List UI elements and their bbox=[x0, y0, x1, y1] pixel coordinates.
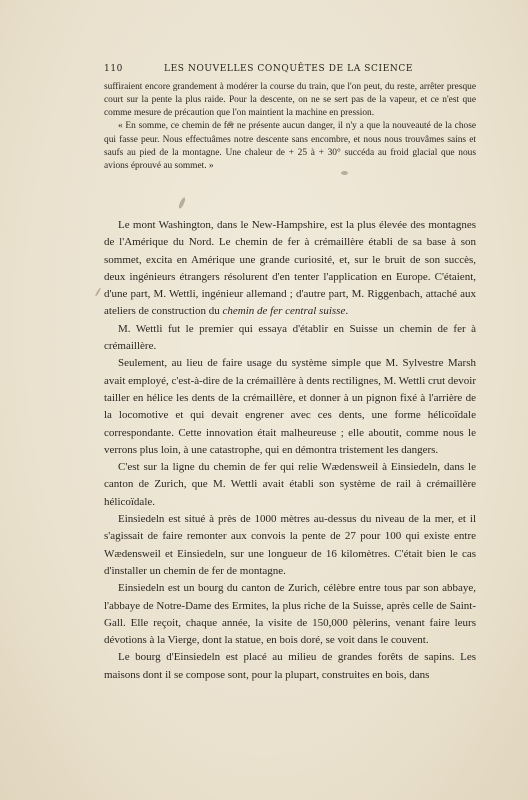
paragraph-7: Le bourg d'Einsiedeln est placé au milieu de grandes forêts de sapins. Les maisons dont il se compose sont, pour la plupart, construites en bois, dans bbox=[104, 651, 476, 681]
paragraph-2: M. Wettli fut le premier qui essaya d'établir en Suisse un chemin de fer à crémaillère. bbox=[104, 322, 476, 353]
paragraph-4: C'est sur la ligne du chemin de fer qui relie Wædensweil à Einsiedeln, dans le canton de Zurich, que M. Wettli avait établi son système de rail à crémaillère hélicoïdale. bbox=[104, 461, 476, 508]
paragraph-6: Einsiedeln est un bourg du canton de Zurich, célèbre entre tous par son abbaye, l'abbaye de Notre-Dame des Ermites, la plus riche de la Suisse, après celle de Saint-Gall. Elle reçoit, chaque année, la visite de 150,000 pèlerins, venant faire leurs dévotions à la Vierge, dont la statue, en bois doré, se voit dans le couvent. bbox=[104, 582, 476, 647]
paragraph-1 bbox=[104, 217, 476, 321]
paragraph-3: Seulement, au lieu de faire usage du système simple que M. Sylvestre Marsh avait employé, c'est-à-dire de la crémaillère à dents rectilignes, M. Wettli crut devoir tailler en hélice les dents de la crémaillère, et donner à un pignon fixé à l'arrière de la locomotive et qui devait engrener avec ces dents, une forme hélicoïdale correspondante. Cette innovation était malheureuse ; elle aboutit, comme nous le verrons plus loin, à une catastrophe, qui en démontra tristement les dangers. bbox=[104, 357, 476, 456]
ink-stain bbox=[228, 121, 233, 126]
paragraph-1-italic: chemin de fer central suisse bbox=[222, 305, 346, 318]
ink-stain bbox=[95, 287, 102, 297]
running-header bbox=[104, 64, 476, 78]
paragraph-1-text: Le mont Washington, dans le New-Hampshire, est la plus élevée des montagnes de l'Amérique du Nord. Le chemin de fer à crémaillère établi de sa base à son sommet, excita en Amérique une grande curiosité, et, sur le bruit de son succès, deux ingénieurs étrangers résolurent d'en tenter l'application en Europe. C'étaient, d'une part, M. Wettli, ingénieur allemand ; d'autre part, M. Riggenbach, attaché aux ateliers de construction du bbox=[104, 219, 476, 318]
running-title: LES NOUVELLES CONQUÊTES DE LA SCIENCE bbox=[164, 64, 413, 74]
ink-stain bbox=[178, 197, 187, 210]
quote-paragraph-1: suffiraient encore grandement à modérer la course du train, que l'on peut, du reste, arrêter presque court sur la pente la plus raide. Pour la descente, on ne se sert pas de la vapeur, et ce n'est que comme mesure de précaution que l'on maintient la machine en pression. bbox=[104, 82, 476, 119]
paragraph-1-end: . bbox=[345, 305, 349, 318]
quote-paragraph-2: « En somme, ce chemin de fer ne présente aucun danger, il n'y a que la nouveauté de la chose qui fasse peur. Nous effectuâmes notre descente sans encombre, et nous nous trouvâmes sains et saufs au pied de la montagne. Une chaleur de + 25 à + 30° succéda au froid glacial que nous avions éprouvé au sommet. » bbox=[104, 121, 476, 171]
ink-stain bbox=[341, 171, 348, 175]
page-number: 110 bbox=[104, 64, 123, 74]
quoted-passage bbox=[104, 81, 476, 173]
main-text bbox=[104, 217, 476, 684]
paragraph-5: Einsiedeln est situé à près de 1000 mètres au-dessus du niveau de la mer, et il s'agissait de faire remonter aux convois la pente de 27 pour 100 qui existe entre Wædensweil et Einsiedeln, sur une longueur de 16 kilomètres. C'était bien le cas d'installer un chemin de fer de montagne. bbox=[104, 513, 476, 577]
